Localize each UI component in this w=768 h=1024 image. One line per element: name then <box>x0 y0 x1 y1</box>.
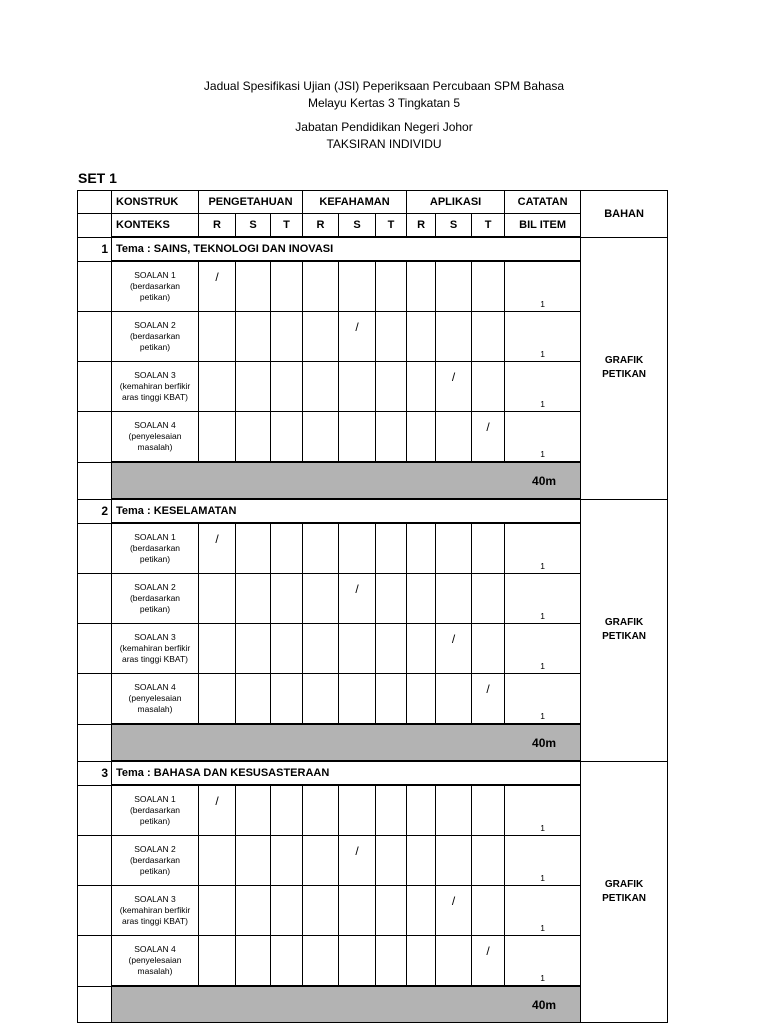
level-cell <box>271 362 303 412</box>
question-label-line: SOALAN 4 <box>134 682 176 692</box>
section-total: 40m <box>112 462 581 499</box>
question-label-line: (berdasarkan <box>129 593 181 603</box>
level-cell <box>472 523 505 574</box>
question-row <box>78 936 668 987</box>
level-cell <box>407 312 436 362</box>
question-row <box>78 362 668 412</box>
item-count: 1 <box>505 261 581 312</box>
question-label-line: petikan) <box>139 292 171 302</box>
level-cell <box>271 412 303 463</box>
question-label <box>112 412 199 463</box>
section-number: 3 <box>78 761 112 785</box>
question-label-line: SOALAN 1 <box>134 794 176 804</box>
level-cell <box>236 785 271 836</box>
level-cell <box>236 523 271 574</box>
level-cell <box>303 674 339 725</box>
level-cell <box>436 261 472 312</box>
question-label <box>112 523 199 574</box>
question-number-blank <box>78 785 112 836</box>
level-cell <box>376 936 407 987</box>
item-count: 1 <box>505 412 581 463</box>
header-blank <box>78 191 112 214</box>
question-label-line: SOALAN 3 <box>134 632 176 642</box>
item-count: 1 <box>505 785 581 836</box>
level-cell <box>339 362 376 412</box>
level-cell <box>376 412 407 463</box>
set-label: SET 1 <box>78 170 117 186</box>
question-label-line: (penyelesaian <box>128 955 182 965</box>
question-label-line: SOALAN 4 <box>134 944 176 954</box>
question-row <box>78 574 668 624</box>
section-total-row <box>78 462 668 499</box>
section-number: 1 <box>78 237 112 261</box>
header-s: S <box>339 214 376 238</box>
level-mark: / <box>339 836 376 886</box>
item-count: 1 <box>505 574 581 624</box>
question-row <box>78 886 668 936</box>
level-cell <box>303 261 339 312</box>
question-label-line: SOALAN 2 <box>134 582 176 592</box>
level-cell <box>236 362 271 412</box>
level-cell <box>303 574 339 624</box>
level-cell <box>236 312 271 362</box>
material-line-1: GRAFIK <box>604 355 644 366</box>
document-title-line-2: Melayu Kertas 3 Tingkatan 5 <box>307 96 461 110</box>
question-label <box>112 674 199 725</box>
section-total-row <box>78 724 668 761</box>
level-cell <box>376 362 407 412</box>
level-cell <box>376 574 407 624</box>
question-label-line: masalah) <box>137 966 173 976</box>
level-cell <box>303 362 339 412</box>
level-cell <box>376 312 407 362</box>
level-mark: / <box>472 412 505 463</box>
department-name: Jabatan Pendidikan Negeri Johor <box>295 120 473 134</box>
question-number-blank <box>78 836 112 886</box>
total-blank <box>78 724 112 761</box>
section-theme-row <box>78 499 668 523</box>
level-cell <box>271 836 303 886</box>
header-catatan: CATATAN <box>505 191 581 214</box>
level-cell <box>339 785 376 836</box>
level-mark: / <box>436 624 472 674</box>
question-row <box>78 624 668 674</box>
level-cell <box>407 674 436 725</box>
section-theme: Tema : BAHASA DAN KESUSASTERAAN <box>112 761 581 785</box>
level-cell <box>339 261 376 312</box>
material-line-2: PETIKAN <box>602 892 647 904</box>
question-label-line: petikan) <box>139 604 171 614</box>
level-cell <box>303 936 339 987</box>
level-cell <box>407 412 436 463</box>
level-cell <box>436 412 472 463</box>
level-mark: / <box>199 523 236 574</box>
level-cell <box>407 574 436 624</box>
question-number-blank <box>78 523 112 574</box>
question-label-line: SOALAN 2 <box>134 844 176 854</box>
level-cell <box>407 261 436 312</box>
level-cell <box>436 785 472 836</box>
question-label-line: SOALAN 1 <box>134 532 176 542</box>
section-material <box>581 761 668 1023</box>
level-cell <box>436 936 472 987</box>
question-number-blank <box>78 886 112 936</box>
question-number-blank <box>78 362 112 412</box>
level-cell <box>236 624 271 674</box>
question-row <box>78 261 668 312</box>
header-s: S <box>236 214 271 238</box>
level-cell <box>271 523 303 574</box>
level-cell <box>199 936 236 987</box>
question-label-line: SOALAN 1 <box>134 270 176 280</box>
level-cell <box>303 312 339 362</box>
header-blank <box>78 214 112 238</box>
level-cell <box>303 836 339 886</box>
level-cell <box>339 886 376 936</box>
level-cell <box>199 412 236 463</box>
section-theme: Tema : SAINS, TEKNOLOGI DAN INOVASI <box>112 237 581 261</box>
level-mark: / <box>339 312 376 362</box>
question-label-line: petikan) <box>139 866 171 876</box>
question-label-line: (berdasarkan <box>129 855 181 865</box>
question-number-blank <box>78 936 112 987</box>
question-label-line: (berdasarkan <box>129 805 181 815</box>
level-cell <box>199 574 236 624</box>
question-label-line: aras tinggi KBAT) <box>122 916 188 926</box>
question-label-line: (berdasarkan <box>129 543 181 553</box>
header-kefahaman: KEFAHAMAN <box>303 191 407 214</box>
question-label-line: (kemahiran berfikir <box>119 643 191 653</box>
question-row <box>78 312 668 362</box>
total-blank <box>78 986 112 1023</box>
question-row <box>78 674 668 725</box>
header-row-context <box>78 214 668 238</box>
level-cell <box>339 412 376 463</box>
level-cell <box>271 624 303 674</box>
question-number-blank <box>78 412 112 463</box>
question-label-line: (kemahiran berfikir <box>119 905 191 915</box>
level-cell <box>436 836 472 886</box>
level-cell <box>303 886 339 936</box>
level-mark: / <box>436 362 472 412</box>
level-cell <box>303 412 339 463</box>
level-cell <box>271 261 303 312</box>
material-line-2: PETIKAN <box>602 369 647 380</box>
question-row <box>78 836 668 886</box>
question-label-line: masalah) <box>137 704 173 714</box>
question-label-line: (berdasarkan <box>129 331 181 341</box>
level-cell <box>436 523 472 574</box>
level-cell <box>339 523 376 574</box>
level-mark: / <box>199 785 236 836</box>
level-cell <box>472 574 505 624</box>
level-cell <box>407 624 436 674</box>
assessment-type: TAKSIRAN INDIVIDU <box>326 137 442 151</box>
section-total: 40m <box>112 724 581 761</box>
question-label <box>112 312 199 362</box>
question-label-line: aras tinggi KBAT) <box>122 654 188 664</box>
header-t: T <box>271 214 303 238</box>
section-theme-row <box>78 761 668 785</box>
question-label-line: (penyelesaian <box>128 693 182 703</box>
level-cell <box>376 785 407 836</box>
level-cell <box>472 886 505 936</box>
level-cell <box>376 261 407 312</box>
item-count: 1 <box>505 674 581 725</box>
level-cell <box>236 412 271 463</box>
level-cell <box>271 785 303 836</box>
level-cell <box>436 674 472 725</box>
level-cell <box>271 574 303 624</box>
level-cell <box>236 836 271 886</box>
question-label-line: (berdasarkan <box>129 281 181 291</box>
section-number: 2 <box>78 499 112 523</box>
level-cell <box>271 674 303 725</box>
question-row <box>78 523 668 574</box>
level-cell <box>271 312 303 362</box>
question-number-blank <box>78 574 112 624</box>
level-cell <box>339 674 376 725</box>
question-label <box>112 936 199 987</box>
question-number-blank <box>78 674 112 725</box>
level-cell <box>199 362 236 412</box>
section-material <box>581 237 668 499</box>
level-cell <box>436 574 472 624</box>
level-cell <box>407 886 436 936</box>
level-cell <box>339 936 376 987</box>
level-cell <box>271 936 303 987</box>
level-cell <box>472 362 505 412</box>
section-total-row <box>78 986 668 1023</box>
item-count: 1 <box>505 936 581 987</box>
material-line-1: GRAFIK <box>604 617 644 628</box>
level-cell <box>199 836 236 886</box>
question-label-line: masalah) <box>137 442 173 452</box>
question-label <box>112 836 199 886</box>
header-pengetahuan: PENGETAHUAN <box>199 191 303 214</box>
question-label <box>112 362 199 412</box>
question-label <box>112 785 199 836</box>
item-count: 1 <box>505 836 581 886</box>
header-r: R <box>303 214 339 238</box>
item-count: 1 <box>505 312 581 362</box>
level-cell <box>376 836 407 886</box>
level-cell <box>236 936 271 987</box>
material-line-2: PETIKAN <box>602 631 647 642</box>
document-title-line-1: Jadual Spesifikasi Ujian (JSI) Peperiksaan Percubaan SPM Bahasa <box>203 79 565 93</box>
header-t: T <box>376 214 407 238</box>
item-count: 1 <box>505 624 581 674</box>
level-cell <box>199 624 236 674</box>
header-bahan: BAHAN <box>581 191 668 238</box>
header-t: T <box>472 214 505 238</box>
question-label-line: SOALAN 3 <box>134 370 176 380</box>
level-cell <box>436 312 472 362</box>
question-label-line: SOALAN 2 <box>134 320 176 330</box>
item-count: 1 <box>505 523 581 574</box>
question-label-line: (kemahiran berfikir <box>119 381 191 391</box>
level-cell <box>472 836 505 886</box>
header-r: R <box>407 214 436 238</box>
header-bil-item: BIL ITEM <box>505 214 581 238</box>
level-cell <box>376 624 407 674</box>
question-label <box>112 886 199 936</box>
header-konteks: KONTEKS <box>112 214 199 238</box>
level-cell <box>236 674 271 725</box>
question-number-blank <box>78 312 112 362</box>
level-mark: / <box>339 574 376 624</box>
level-mark: / <box>436 886 472 936</box>
material-line-1: GRAFIK <box>604 878 644 890</box>
question-label-line: petikan) <box>139 342 171 352</box>
section-material <box>581 499 668 761</box>
question-number-blank <box>78 261 112 312</box>
level-mark: / <box>472 936 505 987</box>
total-blank <box>78 462 112 499</box>
item-count: 1 <box>505 362 581 412</box>
level-cell <box>376 886 407 936</box>
level-cell <box>407 936 436 987</box>
question-row <box>78 412 668 463</box>
level-cell <box>199 886 236 936</box>
header-s: S <box>436 214 472 238</box>
level-cell <box>236 886 271 936</box>
question-label-line: petikan) <box>139 816 171 826</box>
level-cell <box>376 674 407 725</box>
question-label <box>112 261 199 312</box>
question-label-line: SOALAN 3 <box>134 894 176 904</box>
section-total: 40m <box>112 986 581 1023</box>
question-label-line: (penyelesaian <box>128 431 182 441</box>
level-cell <box>339 624 376 674</box>
section-theme: Tema : KESELAMATAN <box>112 499 581 523</box>
level-cell <box>303 523 339 574</box>
header-aplikasi: APLIKASI <box>407 191 505 214</box>
level-cell <box>407 362 436 412</box>
level-cell <box>303 624 339 674</box>
question-label <box>112 574 199 624</box>
level-cell <box>472 785 505 836</box>
level-cell <box>376 523 407 574</box>
level-mark: / <box>199 261 236 312</box>
item-count: 1 <box>505 886 581 936</box>
level-cell <box>407 523 436 574</box>
level-cell <box>472 261 505 312</box>
level-cell <box>407 785 436 836</box>
question-label <box>112 624 199 674</box>
level-cell <box>407 836 436 886</box>
level-cell <box>236 574 271 624</box>
section-theme-row <box>78 237 668 261</box>
question-label-line: aras tinggi KBAT) <box>122 392 188 402</box>
level-cell <box>236 261 271 312</box>
question-number-blank <box>78 624 112 674</box>
question-label-line: petikan) <box>139 554 171 564</box>
header-row-construct <box>78 191 668 214</box>
level-cell <box>303 785 339 836</box>
header-konstruk: KONSTRUK <box>112 191 199 214</box>
header-r: R <box>199 214 236 238</box>
level-cell <box>472 624 505 674</box>
level-cell <box>199 312 236 362</box>
level-cell <box>271 886 303 936</box>
question-row <box>78 785 668 836</box>
level-mark: / <box>472 674 505 725</box>
question-label-line: SOALAN 4 <box>134 420 176 430</box>
level-cell <box>199 674 236 725</box>
level-cell <box>472 312 505 362</box>
specification-table <box>77 190 668 1023</box>
